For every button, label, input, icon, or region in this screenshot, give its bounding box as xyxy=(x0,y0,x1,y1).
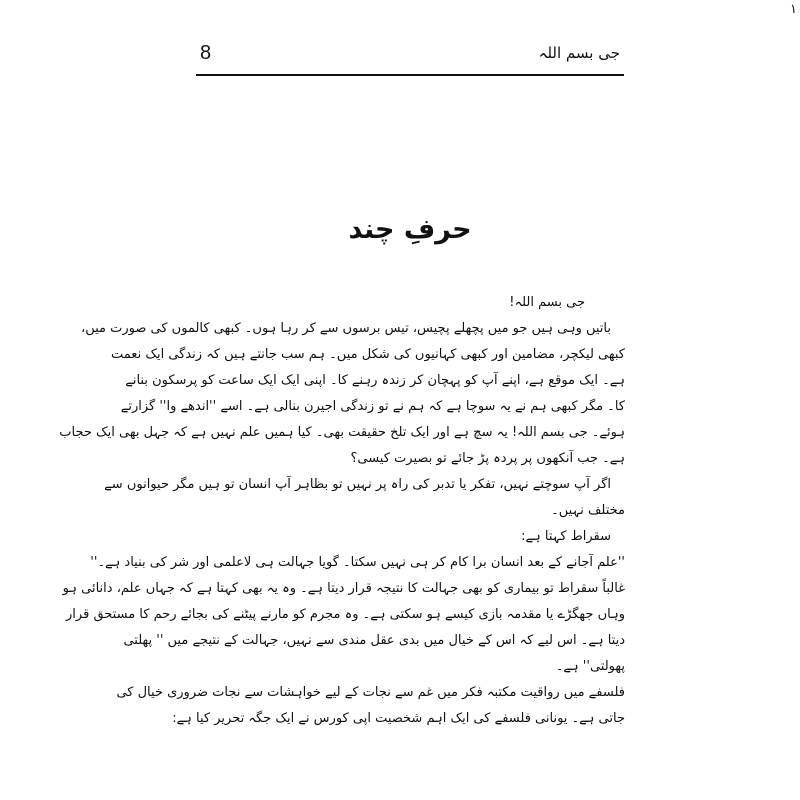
body-line: غالباً سقراط تو بیماری کو بھی جہالت کا نتیجہ قرار دیتا ہے۔ وہ یہ بھی کہتا ہے کہ جہاں علم، دانائی ہو xyxy=(62,581,625,596)
body-line: کبھی لیکچر، مضامین اور کبھی کہانیوں کی شکل میں۔ ہم سب جانتے ہیں کہ زندگی ایک نعمت xyxy=(111,347,625,362)
body-line: اگر آپ سوچتے نہیں، تفکر یا تدبر کی راہ پر نہیں تو بظاہر آپ انسان تو ہیں مگر حیوانوں سے xyxy=(104,477,611,492)
page-number: 8 xyxy=(200,42,212,64)
running-title: جی بسم اللہ xyxy=(538,44,620,62)
body-line-quote-intro: سقراط کہتا ہے: xyxy=(521,529,611,544)
body-line: وہاں جھگڑے یا مقدمہ بازی کیسے ہو سکتی ہے۔ وہ مجرم کو مارنے پیٹنے کی بجائے رحم کا مستحق قرار xyxy=(66,607,625,622)
chapter-title: حرفِ چند xyxy=(348,214,472,245)
body-line: جاتی ہے۔ یونانی فلسفے کی ایک اہم شخصیت اپی کورس نے ایک جگہ تحریر کیا ہے: xyxy=(172,711,625,726)
page-corner-mark: ١ xyxy=(790,2,797,17)
page-header xyxy=(196,36,624,76)
body-line-quote: ''علم آجانے کے بعد انسان برا کام کر ہی نہیں سکتا۔ گویا جہالت ہی لاعلمی اور شر کی بنیاد ہے۔'' xyxy=(90,555,625,570)
body-line: فلسفے میں رواقیت مکتبہ فکر میں غم سے نجات کے لیے خواہشات سے نجات ضروری خیال کی xyxy=(116,685,625,700)
body-line: ہے۔ جب آنکھوں پر پردہ پڑ جائے تو بصیرت کیسی؟ xyxy=(350,451,625,466)
body-line: ہے۔ ایک موقع ہے، اپنے آپ کو پہچان کر زندہ رہنے کا۔ اپنی ایک ایک ساعت کو پرسکون بنانے xyxy=(125,373,625,388)
body-line: کا۔ مگر کبھی ہم نے یہ سوچا ہے کہ ہم نے تو زندگی اجیرن بنالی ہے۔ اسے ''اندھے وا'' گزارتے xyxy=(120,399,625,414)
body-line: پھولتی'' ہے۔ xyxy=(555,659,625,674)
body-line: باتیں وہی ہیں جو میں پچھلے پچیس، تیس برسوں سے کر رہا ہوں۔ کبھی کالموں کی صورت میں، xyxy=(81,321,611,336)
body-line: مختلف نہیں۔ xyxy=(551,503,625,518)
body-line: دیتا ہے۔ اس لیے کہ اس کے خیال میں بدی عقل مندی سے نہیں، جہالت کے نتیجے میں '' پھلتی xyxy=(123,633,625,648)
body-line: ہوئے۔ جی بسم اللہ! یہ سچ ہے اور ایک تلخ حقیقت بھی۔ کیا ہمیں علم نہیں ہے کہ جہل بھی ایک حجاب xyxy=(59,425,625,440)
body-line-salutation: جی بسم اللہ! xyxy=(509,295,585,310)
